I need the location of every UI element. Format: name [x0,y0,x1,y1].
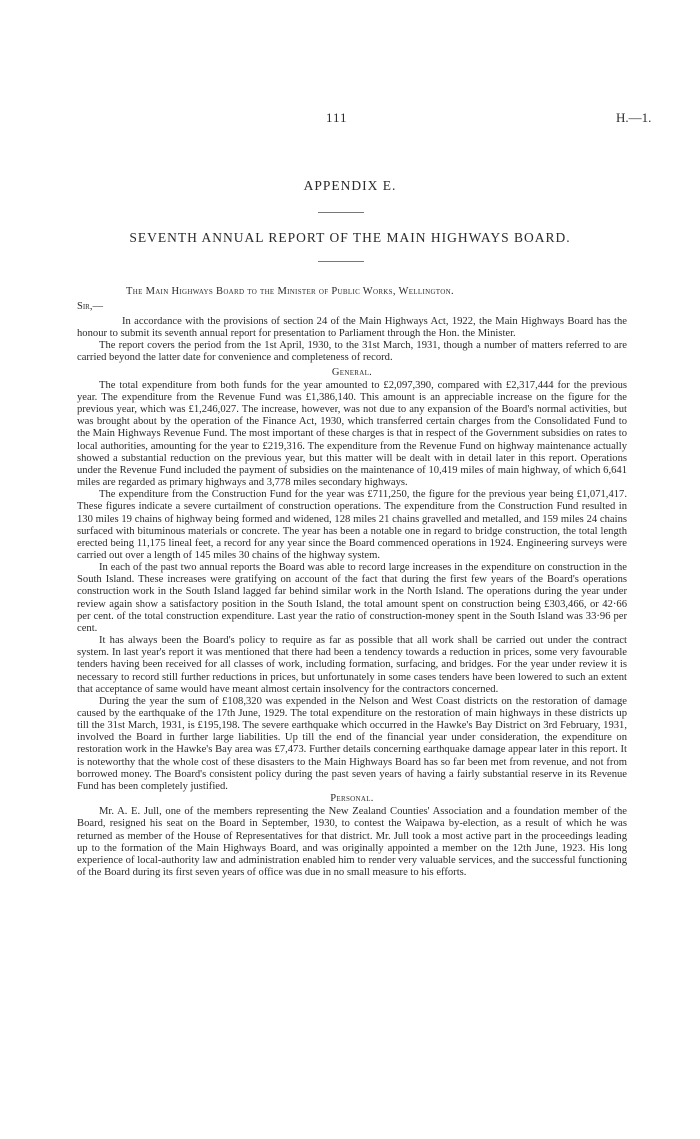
divider-rule [318,212,364,213]
section-heading-general: General. [331,366,373,378]
report-body [77,316,627,879]
general-paragraph: The total expenditure from both funds for the year amounted to £2,097,390, compared with £2,317,444 for the previous year. The expenditure from the Revenue Fund was £1,386,140. This amount is an appreciable increase on the figure for the previous year, which was £1,246,027. The increase, however, was not due to any expansion of the Board's normal activities, but was brought about by the operation of the Finance Act, 1930, which transferred certain charges from the Consolidated Fund to the Main Highways Revenue Fund. The most important of these charges is that in respect of the Government subsidies on rates to local authorities, amounting for the year to £219,316. The expenditure from the Revenue Fund on highway maintenance actually showed a substantial reduction on the previous year, but this matter will be dealt with in detail later in this report. Operations under the Revenue Fund included the payment of subsidies on the maintenance of 10,419 miles of main highway, of which 6,641 miles are regarded as primary highways and 3,778 miles secondary highways. [77,379,627,489]
report-title: SEVENTH ANNUAL REPORT OF THE MAIN HIGHWAYS BOARD. [129,230,571,245]
divider-rule [318,261,364,262]
general-paragraph: During the year the sum of £108,320 was expended in the Nelson and West Coast districts on the restoration of damage caused by the earthquake of the 17th June, 1929. The total expenditure on the restoration of main highways in these districts up till the 31st March, 1931, is £195,198. The severe earthquake which occurred in the Hawke's Bay District on 3rd February, 1931, involved the Board in further large liabilities. Up till the end of the financial year under consideration, the expenditure on restoration work in the Hawke's Bay area was £7,473. Further details concerning earthquake damage appear later in this report. It is noteworthy that the whole cost of these disasters to the Main Highways Board has so far been met from revenue, and not from borrowed money. The Board's consistent policy during the past seven years of having a fairly substantial reserve in its Revenue Fund has been completely justified. [77,695,627,792]
appendix-heading: APPENDIX E. [303,178,397,193]
general-paragraph: In each of the past two annual reports the Board was able to record large increases in the expenditure on construction in the South Island. These increases were gratifying on account of the fact that during the first few years of the Board's operations construction work in the South Island lagged far behind similar work in the North Island. The operations during the year under review again show a satisfactory position in the South Island, the total amount spent on construction being £303,466, or 42·66 per cent. of the total construction expenditure. Last year the ratio of construction-money spent in the South Island was 33·96 per cent. [77,562,627,634]
intro-paragraph: The report covers the period from the 1st April, 1930, to the 31st March, 1931, though a number of matters referred to are carried beyond the latter date for convenience and completeness of record. [77,340,627,364]
sir-line: Sir,— [77,301,103,312]
general-paragraph: The expenditure from the Construction Fund for the year was £711,250, the figure for the previous year being £1,071,417. These figures indicate a severe curtailment of construction operations. The expenditure from the Construction Fund resulted in 130 miles 19 chains of highway being formed and widened, 128 miles 21 chains gravelled and metalled, and 159 miles 24 chains surfaced with bituminous materials or concrete. The year has been a notable one in regard to bridge construction, the total length erected being 11,175 lineal feet, a record for any year since the Board commenced operations in 1924. Engineering surveys were carried out over a length of 145 miles 30 chains of the highway system. [77,489,627,561]
page-number: 111 [326,110,348,125]
document-reference: H.—1. [616,110,652,125]
intro-paragraph: In accordance with the provisions of section 24 of the Main Highways Act, 1922, the Main Highways Board has the honour to submit its seventh annual report for presentation to Parliament through the Hon. the Minister. [77,316,627,340]
salutation-line: The Main Highways Board to the Minister of Public Works, Wellington. [126,286,454,297]
general-paragraph: It has always been the Board's policy to require as far as possible that all work shall be carried out under the contract system. In last year's report it was mentioned that there had been a tendency towards a reduction in prices, some very favourable tenders having been received for all classes of work, including formation, surfacing, and bridges. For the year under review it is necessary to record still further reductions in prices, but unfortunately in some cases tenders have been lowered to such an extent that acceptance of same would have meant almost certain insolvency for the contractors concerned. [77,635,627,695]
personal-paragraph: Mr. A. E. Jull, one of the members representing the New Zealand Counties' Association and a foundation member of the Board, resigned his seat on the Board in September, 1930, to contest the Waipawa by-election, as a result of which he was returned as member of the House of Representatives for that district. Mr. Jull took a most active part in the proceedings leading up to the formation of the Main Highways Board, and was originally appointed a member on the 12th June, 1923. His long experience of local-authority law and administration enabled him to render very valuable services, and the successful functioning of the Board during its first seven years of office was due in no small measure to his efforts. [77,806,627,879]
section-heading-personal: Personal. [330,793,374,805]
